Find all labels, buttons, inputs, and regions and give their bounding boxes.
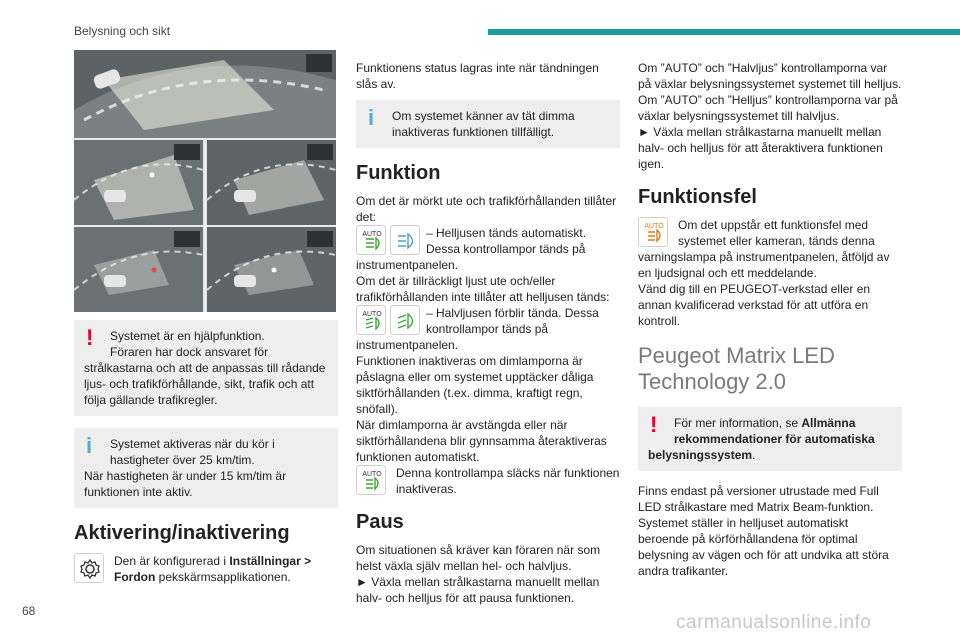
paragraph: Om det är tillräckligt ljust ute och/eller trafikförhållanden inte tillåter att helljusen tänds:	[356, 274, 610, 304]
warning-rest: strålkastarna och att de anpassas till rådande ljus- och trafikförhållande, sikt, trafik och att följa gällande trafikregler.	[84, 361, 326, 407]
paragraph: instrumentpanelen.	[356, 258, 459, 272]
gear-icon	[74, 553, 104, 583]
auto-fault-icon	[638, 217, 668, 247]
warning-line-1: Systemet är en hjälpfunktion.	[110, 329, 265, 343]
info-note	[74, 428, 338, 508]
svg-text:AUTO: AUTO	[362, 471, 382, 478]
paragraph: Om ”AUTO” och ”Halvljus” kontrollamporna var på växlar belysningssystemet systemet till helljus.	[638, 61, 902, 91]
info-line-2: hastigheter över 25 km/tim.	[110, 453, 255, 467]
info-rest: När hastigheten är under 15 km/tim är funktionen inte aktiv.	[84, 469, 287, 499]
paragraph: Finns endast på versioner utrustade med Full LED strålkastare med Matrix Beam-funktion. Systemet ställer in helljuset automatiskt beroende på körförhållandena för optimal belysning av vägen och för att undvika att störa andra trafikanter.	[638, 484, 889, 578]
high-beam-text-2: Dessa kontrollampor tänds på	[426, 242, 586, 256]
svg-text:AUTO: AUTO	[362, 231, 382, 238]
low-beam-text-1: – Halvljusen förblir tända. Dessa	[426, 306, 599, 320]
column-1	[74, 50, 338, 585]
malfunction-text-2: systemet eller kameran, tänds denna	[678, 234, 875, 248]
warning-note	[638, 407, 902, 471]
warning-line-2: Föraren har dock ansvaret för	[110, 345, 269, 359]
settings-row	[74, 553, 338, 585]
warning-link-1: Allmänna	[801, 416, 856, 430]
svg-text:AUTO: AUTO	[362, 311, 382, 318]
malfunction-text-1: Om det uppstår ett funktionsfel med	[678, 218, 869, 232]
section-title: Belysning och sikt	[74, 24, 171, 38]
paragraph: ► Växla mellan strålkastarna manuellt mellan halv- och helljus för att återaktivera funktionen igen.	[638, 125, 883, 171]
exclamation-icon: !	[86, 325, 94, 350]
auto-off-row	[356, 465, 620, 497]
high-beam-row	[356, 225, 620, 257]
high-beam-icon	[390, 225, 420, 255]
page-number: 68	[22, 604, 36, 618]
settings-text-post: pekskärmsapplikationen.	[155, 570, 291, 584]
header-accent-bar	[488, 29, 960, 35]
paragraph: Om det är mörkt ute och trafikförhållanden tillåter det:	[356, 194, 617, 224]
high-beam-text-1: – Helljusen tänds automatiskt.	[426, 226, 587, 240]
warning-post: .	[752, 448, 756, 462]
paragraph: Funktionen inaktiveras om dimlamporna är påslagna eller om systemet upptäcker dåliga siktförhållanden (t.ex. dimma, kraftigt regn, snöfall).	[356, 354, 594, 416]
paragraph: varningslampa på instrumentpanelen, åtföljd av en ljudsignal och ett meddelande.	[638, 250, 890, 280]
paragraph: Om situationen så kräver kan föraren när som helst växla själv mellan hel- och halvljus.	[356, 543, 601, 573]
heading-malfunction: Funktionsfel	[638, 186, 757, 208]
warning-note	[74, 320, 338, 416]
settings-menu-name: Inställningar >	[229, 554, 312, 568]
low-beam-icon	[390, 305, 420, 335]
illustration-figure	[74, 50, 336, 312]
headlamp-scenes-illustration	[74, 50, 336, 312]
info-icon: i	[368, 105, 375, 130]
auto-lamp-icon	[356, 465, 386, 495]
watermark: carmanualsonline.info	[676, 612, 872, 633]
paragraph: instrumentpanelen.	[356, 338, 459, 352]
warning-pre: För mer information, se	[674, 416, 802, 430]
exclamation-icon: !	[650, 412, 658, 437]
paragraph: Funktionens status lagras inte när tändningen slås av.	[356, 61, 599, 91]
heading-pause: Paus	[356, 511, 404, 533]
settings-submenu-name: Fordon	[114, 570, 156, 584]
auto-off-text-1: Denna kontrollampa släcks när funktionen	[396, 466, 620, 480]
heading-matrix-led	[638, 343, 902, 395]
low-beam-row	[356, 305, 620, 337]
warning-link-3: belysningssystem	[648, 448, 753, 462]
heading-function: Funktion	[356, 162, 441, 184]
paragraph: Om ”AUTO” och ”Helljus” kontrollamporna var på växlar belysningssystemet till halvljus.	[638, 93, 898, 123]
settings-text-pre: Den är konfigurerad i	[114, 554, 230, 568]
column-2	[356, 60, 620, 606]
column-3	[638, 60, 902, 579]
auto-high-beam-icon	[356, 225, 386, 255]
info-line-1: Om systemet känner av tät dimma	[392, 109, 575, 123]
info-icon: i	[86, 433, 93, 458]
auto-low-beam-icon	[356, 305, 386, 335]
low-beam-text-2: kontrollampor tänds på	[426, 322, 549, 336]
paragraph: Vänd dig till en PEUGEOT-verkstad eller en annan kvalificerad verkstad för att utföra en kontroll.	[638, 282, 871, 328]
malfunction-row	[638, 217, 902, 249]
paragraph: När dimlamporna är avstängda eller när siktförhållandena blir gynnsamma återaktiveras funktionen automatiskt.	[356, 418, 607, 464]
auto-off-text-2: inaktiveras.	[396, 482, 457, 496]
heading-activation: Aktivering/inaktivering	[74, 522, 290, 544]
warning-link-2: rekommendationer för automatiska	[674, 432, 875, 446]
info-note	[356, 100, 620, 148]
info-line-1: Systemet aktiveras när du kör i	[110, 437, 275, 451]
heading-matrix-line-2: Technology 2.0	[638, 369, 786, 394]
heading-matrix-line-1: Peugeot Matrix LED	[638, 343, 835, 368]
paragraph: ► Växla mellan strålkastarna manuellt mellan halv- och helljus för att pausa funktionen.	[356, 575, 600, 605]
svg-text:AUTO: AUTO	[644, 223, 664, 230]
info-line-2: inaktiveras funktionen tillfälligt.	[392, 125, 555, 139]
